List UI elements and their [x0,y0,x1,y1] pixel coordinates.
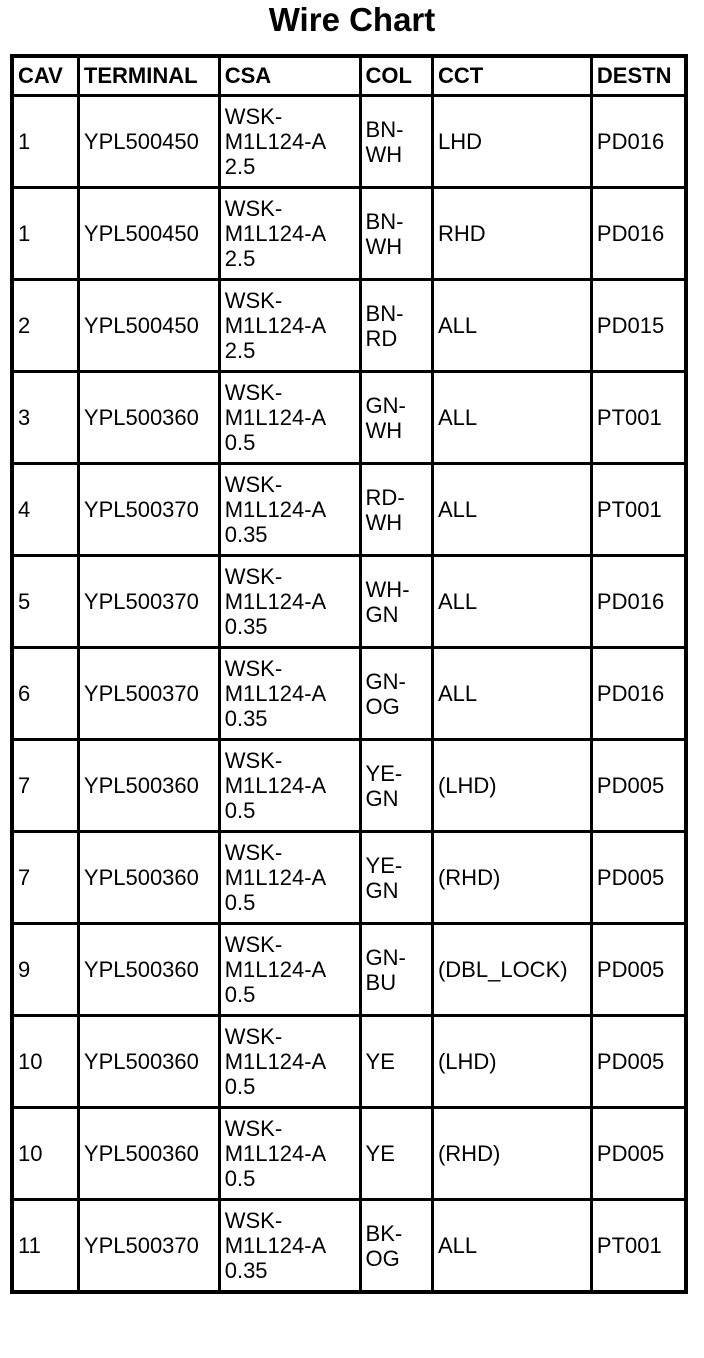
cell-terminal: YPL500360 [78,1016,219,1108]
cell-terminal: YPL500360 [78,372,219,464]
cell-destn: PD016 [591,188,686,280]
cell-csa: WSK- M1L124-A 0.5 [219,832,360,924]
table-row [12,924,686,1016]
cell-cav: 1 [12,96,78,188]
cell-destn: PT001 [591,372,686,464]
cell-cav: 6 [12,648,78,740]
cell-csa: WSK- M1L124-A 0.35 [219,556,360,648]
table-row [12,1016,686,1108]
cell-cav: 2 [12,280,78,372]
cell-cct: LHD [432,96,591,188]
cell-cav: 4 [12,464,78,556]
cell-col: YE [360,1016,432,1108]
table-header-row [12,56,686,96]
table-row [12,96,686,188]
cell-csa: WSK- M1L124-A 0.35 [219,1200,360,1293]
cell-terminal: YPL500370 [78,1200,219,1293]
column-header-csa: CSA [219,56,360,96]
table-row [12,372,686,464]
cell-terminal: YPL500370 [78,556,219,648]
cell-destn: PD005 [591,924,686,1016]
cell-cav: 1 [12,188,78,280]
cell-csa: WSK- M1L124-A 2.5 [219,96,360,188]
cell-col: WH- GN [360,556,432,648]
cell-col: YE- GN [360,832,432,924]
cell-cct: ALL [432,464,591,556]
cell-csa: WSK- M1L124-A 2.5 [219,280,360,372]
cell-destn: PD005 [591,832,686,924]
cell-csa: WSK- M1L124-A 0.5 [219,1016,360,1108]
table-row [12,1200,686,1293]
cell-cct: (RHD) [432,1108,591,1200]
page-title: Wire Chart [268,1,436,38]
cell-col: YE- GN [360,740,432,832]
table-row [12,280,686,372]
cell-destn: PD005 [591,740,686,832]
cell-cct: ALL [432,280,591,372]
cell-cav: 3 [12,372,78,464]
cell-terminal: YPL500360 [78,1108,219,1200]
cell-col: BN- WH [360,96,432,188]
cell-destn: PD016 [591,648,686,740]
cell-cct: (LHD) [432,740,591,832]
cell-destn: PD016 [591,96,686,188]
column-header-terminal: TERMINAL [78,56,219,96]
cell-cct: RHD [432,188,591,280]
cell-terminal: YPL500450 [78,96,219,188]
column-header-cav: CAV [12,56,78,96]
cell-cav: 10 [12,1016,78,1108]
cell-destn: PD015 [591,280,686,372]
cell-destn: PT001 [591,464,686,556]
cell-terminal: YPL500360 [78,924,219,1016]
cell-csa: WSK- M1L124-A 0.35 [219,648,360,740]
cell-csa: WSK- M1L124-A 0.5 [219,740,360,832]
cell-col: BN- WH [360,188,432,280]
cell-cct: (DBL_LOCK) [432,924,591,1016]
cell-col: BK- OG [360,1200,432,1293]
cell-cav: 5 [12,556,78,648]
cell-terminal: YPL500370 [78,648,219,740]
cell-cct: ALL [432,1200,591,1293]
cell-terminal: YPL500450 [78,188,219,280]
cell-cav: 7 [12,740,78,832]
column-header-cct: CCT [432,56,591,96]
cell-cct: ALL [432,372,591,464]
cell-cav: 10 [12,1108,78,1200]
cell-csa: WSK- M1L124-A 0.5 [219,1108,360,1200]
table-row [12,556,686,648]
cell-csa: WSK- M1L124-A 0.5 [219,372,360,464]
table-row [12,464,686,556]
cell-col: BN- RD [360,280,432,372]
cell-csa: WSK- M1L124-A 0.5 [219,924,360,1016]
cell-cav: 7 [12,832,78,924]
cell-cct: (LHD) [432,1016,591,1108]
cell-csa: WSK- M1L124-A 2.5 [219,188,360,280]
column-header-col: COL [360,56,432,96]
cell-terminal: YPL500360 [78,832,219,924]
cell-col: GN- BU [360,924,432,1016]
cell-terminal: YPL500450 [78,280,219,372]
table-row [12,740,686,832]
cell-terminal: YPL500360 [78,740,219,832]
column-header-destn: DESTN [591,56,686,96]
cell-cav: 9 [12,924,78,1016]
cell-cav: 11 [12,1200,78,1293]
cell-destn: PD005 [591,1016,686,1108]
cell-terminal: YPL500370 [78,464,219,556]
cell-destn: PD016 [591,556,686,648]
cell-cct: ALL [432,648,591,740]
cell-col: GN- WH [360,372,432,464]
wire-chart-table [10,54,688,1294]
cell-cct: ALL [432,556,591,648]
table-row [12,1108,686,1200]
table-row [12,188,686,280]
cell-col: GN- OG [360,648,432,740]
table-row [12,648,686,740]
cell-destn: PD005 [591,1108,686,1200]
cell-destn: PT001 [591,1200,686,1293]
table-row [12,832,686,924]
cell-cct: (RHD) [432,832,591,924]
cell-csa: WSK- M1L124-A 0.35 [219,464,360,556]
cell-col: YE [360,1108,432,1200]
cell-col: RD- WH [360,464,432,556]
